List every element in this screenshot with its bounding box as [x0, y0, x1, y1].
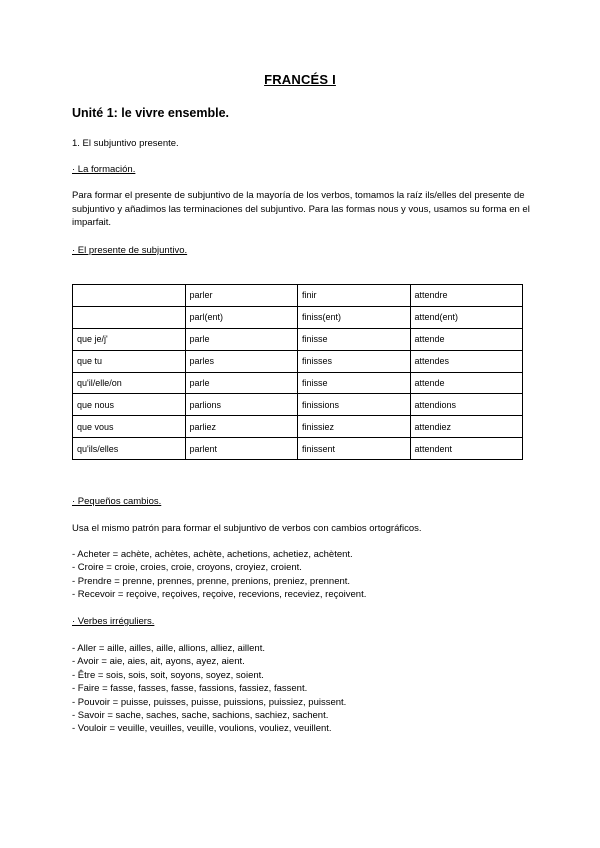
small-changes-intro: Usa el mismo patrón para formar el subjuntivo de verbos con cambios ortográficos. — [72, 523, 422, 534]
table-cell: attendre — [410, 285, 523, 307]
table-cell: que tu — [73, 350, 186, 372]
table-row — [73, 306, 523, 328]
table-cell: parles — [185, 350, 298, 372]
table-cell: parlions — [185, 394, 298, 416]
list-item: - Avoir = aie, aies, ait, ayons, ayez, aient. — [72, 656, 245, 668]
table-row — [73, 285, 523, 307]
table-cell: attendent — [410, 438, 523, 460]
table-cell: finisse — [298, 372, 411, 394]
table-cell: parle — [185, 372, 298, 394]
table-cell: finisse — [298, 328, 411, 350]
list-item: - Savoir = sache, saches, sache, sachions, sachiez, sachent. — [72, 710, 329, 722]
table-cell — [73, 306, 186, 328]
table-cell: parl(ent) — [185, 306, 298, 328]
small-changes-list — [72, 548, 366, 602]
list-item: - Vouloir = veuille, veuilles, veuille, voulions, vouliez, veuillent. — [72, 723, 332, 735]
table-cell: attendiez — [410, 416, 523, 438]
irregular-verbs-heading: · Verbes irréguliers. — [72, 616, 155, 627]
formation-heading: · La formación. — [72, 164, 136, 175]
table-cell: parler — [185, 285, 298, 307]
table-cell: qu'il/elle/on — [73, 372, 186, 394]
table-cell: finisses — [298, 350, 411, 372]
table-cell: parliez — [185, 416, 298, 438]
irregular-verbs-list — [72, 642, 346, 736]
list-item: - Acheter = achète, achètes, achète, achetions, achetiez, achètent. — [72, 549, 353, 560]
list-item: - Recevoir = reçoive, reçoives, reçoive, recevions, receviez, reçoivent. — [72, 589, 367, 601]
table-cell: attendes — [410, 350, 523, 372]
list-item: - Croire = croie, croies, croie, croyons, croyiez, croient. — [72, 562, 302, 574]
formation-paragraph: Para formar el presente de subjuntivo de la mayoría de los verbos, tomamos la raíz ils/elles del presente de subjuntivo y añadimos las terminaciones del subjuntivo. Para las formas nous y vous, usamos su forma en el imparfait. — [72, 190, 530, 229]
unit-heading: Unité 1: le vivre ensemble. — [72, 106, 230, 120]
table-cell: attende — [410, 328, 523, 350]
table-cell: finissions — [298, 394, 411, 416]
conjugation-table — [72, 284, 523, 460]
small-changes-heading: · Pequeños cambios. — [72, 496, 162, 507]
present-subjunctive-heading: · El presente de subjuntivo. — [72, 245, 188, 256]
table-cell: que vous — [73, 416, 186, 438]
table-cell: finiss(ent) — [298, 306, 411, 328]
table-cell: que nous — [73, 394, 186, 416]
table-cell — [73, 285, 186, 307]
table-row — [73, 350, 523, 372]
list-item: - Être = sois, sois, soit, soyons, soyez, soient. — [72, 669, 264, 681]
list-item: - Aller = aille, ailles, aille, allions, alliez, aillent. — [72, 643, 265, 654]
table-row — [73, 394, 523, 416]
table-cell: attend(ent) — [410, 306, 523, 328]
table-row — [73, 438, 523, 460]
table-row — [73, 372, 523, 394]
document-title: FRANCÉS I — [264, 72, 336, 87]
table-cell: que je/j' — [73, 328, 186, 350]
list-item: - Pouvoir = puisse, puisses, puisse, puissions, puissiez, puissent. — [72, 696, 347, 708]
table-row — [73, 416, 523, 438]
table-row — [73, 328, 523, 350]
list-item: - Prendre = prenne, prennes, prenne, prenions, preniez, prennent. — [72, 575, 351, 587]
table-cell: attendions — [410, 394, 523, 416]
table-cell: finissent — [298, 438, 411, 460]
table-cell: finissiez — [298, 416, 411, 438]
table-cell: qu'ils/elles — [73, 438, 186, 460]
table-cell: parle — [185, 328, 298, 350]
table-cell: attende — [410, 372, 523, 394]
table-cell: finir — [298, 285, 411, 307]
table-cell: parlent — [185, 438, 298, 460]
section-title-subjunctive: 1. El subjuntivo presente. — [72, 138, 179, 149]
list-item: - Faire = fasse, fasses, fasse, fassions, fassiez, fassent. — [72, 683, 308, 695]
